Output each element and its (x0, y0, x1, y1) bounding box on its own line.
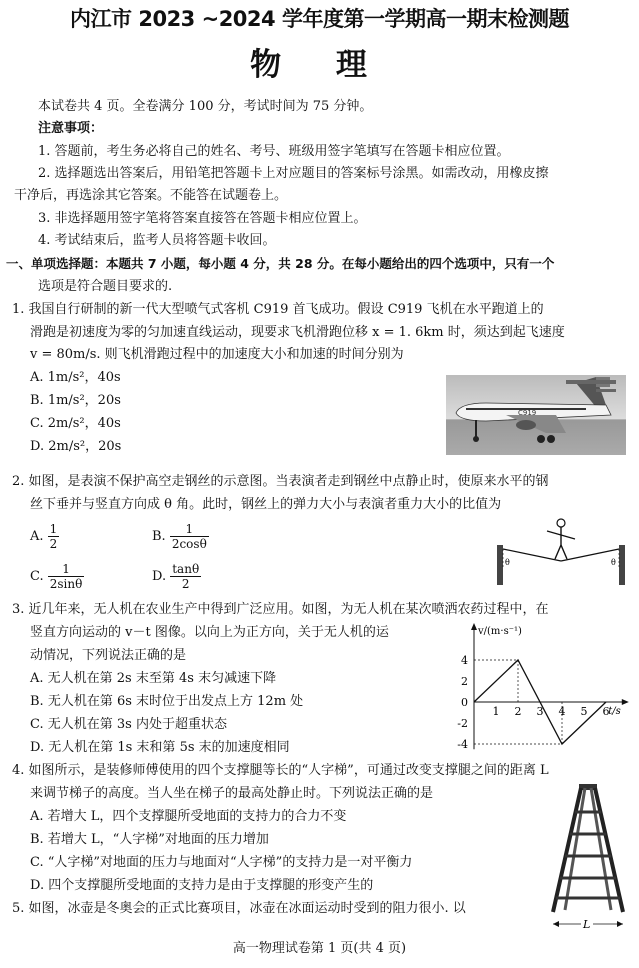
section-heading: 一、单项选择题：本题共 7 小题，每小题 4 分，共 28 分。在每小题给出的四个选项中，只有一个 (6, 256, 555, 271)
y-tick-label: -2 (457, 717, 468, 730)
x-tick-label: 1 (492, 705, 500, 718)
option-d (152, 562, 201, 591)
x-axis-arrow (622, 699, 629, 705)
tightrope-diagram (495, 515, 627, 590)
ladder-icon (553, 784, 623, 912)
intro-line: 本试卷共 4 页。全卷满分 100 分，考试时间为 75 分钟。 (38, 99, 373, 114)
option-c: C. 2m/s²，40s (30, 416, 121, 431)
y-tick-label: 0 (461, 696, 468, 709)
distance-label: L (583, 918, 591, 931)
x-tick-label: 3 (536, 705, 544, 718)
section-heading: 选项是符合题目要求的. (38, 279, 173, 294)
y-tick-label: 2 (461, 675, 468, 688)
page-footer: 高一物理试卷第 1 页(共 4 页) (232, 941, 407, 956)
notice-item: 干净后，再选涂其它答案。不能答在试题卷上。 (14, 188, 288, 203)
question-text: v = 80m/s. 则飞机滑跑过程中的加速度大小和加速的时间分别为 (30, 347, 404, 362)
question-text: 3. 近几年来，无人机在农业生产中得到广泛应用。如图，为无人机在某次喷洒农药过程中，在 (12, 602, 549, 617)
question-text: 丝下垂并与竖直方向成 θ 角。此时，钢丝上的弹力大小与表演者重力大小的比值为 (30, 497, 502, 512)
question-text: 4. 如图所示，是装修师傅使用的四个支撑腿等长的“人字梯”，可通过改变支撑腿之间的距离 L (12, 763, 549, 778)
option-label: C. (30, 569, 44, 584)
y-axis-arrow (471, 623, 477, 630)
fraction-numerator: 1 (49, 522, 58, 536)
vt-chart (448, 620, 630, 758)
option-label: A. (30, 529, 44, 544)
question-text: 来调节梯子的高度。当人坐在梯子的最高处静止时。下列说法正确的是 (30, 786, 434, 801)
notice-item: 1. 答题前，考生务必将自己的姓名、考号、班级用签字笔填写在答题卡相应位置。 (38, 144, 510, 159)
question-text: 竖直方向运动的 v－t 图像。以向上为正方向，关于无人机的运 (30, 625, 389, 640)
x-tick-label: 4 (558, 705, 566, 718)
exam-title: 内江市 2023 ~2024 学年度第一学期高一期末检测题 (70, 7, 569, 31)
y-axis-label: v/(m·s⁻¹) (478, 626, 522, 637)
plane-label: C919 (518, 409, 537, 417)
option-c (30, 562, 84, 591)
question-text: 滑跑是初速度为零的匀加速直线运动，现要求飞机滑跑位移 x = 1. 6km 时，须达到起飞速度 (30, 325, 565, 340)
notice-title: 注意事项： (38, 121, 104, 136)
option-a: A. 若增大 L，四个支撑腿所受地面的支持力的合力不变 (30, 809, 347, 824)
fraction-denominator: 2sinθ (49, 577, 83, 591)
option-a (30, 522, 59, 551)
y-tick-label: -4 (457, 738, 468, 751)
x-axis-label: t/s (608, 706, 621, 717)
subject-title: 物 理 (250, 47, 389, 83)
x-tick-label: 2 (514, 705, 522, 718)
x-tick-label: 5 (580, 705, 588, 718)
option-b: B. 1m/s²，20s (30, 393, 121, 408)
question-text: 2. 如图，是表演不保护高空走钢丝的示意图。当表演者走到钢丝中点静止时，使原来水平的钢 (12, 474, 549, 489)
performer-icon (547, 519, 575, 559)
airplane-photo (446, 375, 626, 455)
question-text: 5. 如图，冰壶是冬奥会的正式比赛项目，冰壶在冰面运动时受到的阻力很小. 以 (12, 901, 466, 916)
theta-label: θ (505, 558, 510, 567)
option-b: B. 无人机在第 6s 末时位于出发点上方 12m 处 (30, 694, 304, 709)
theta-label: θ (611, 558, 616, 567)
airplane-icon (446, 375, 626, 455)
option-label: D. (152, 569, 167, 584)
option-b: B. 若增大 L，“人字梯”对地面的压力增加 (30, 832, 269, 847)
fraction-denominator: 2cosθ (171, 537, 207, 551)
option-c: C. “人字梯”对地面的压力与地面对“人字梯”的支持力是一对平衡力 (30, 855, 413, 870)
option-a: A. 1m/s²，40s (30, 370, 121, 385)
ladder-diagram (545, 782, 633, 932)
fraction-numerator: 1 (170, 522, 209, 537)
option-label: B. (152, 529, 166, 544)
option-d: D. 2m/s²，20s (30, 439, 122, 454)
option-a: A. 无人机在第 2s 末至第 4s 末匀减速下降 (30, 671, 277, 686)
option-b (152, 522, 209, 551)
fraction-denominator: 2 (49, 537, 58, 551)
fraction-numerator: tanθ (172, 562, 200, 576)
y-tick-label: 4 (461, 654, 468, 667)
option-d: D. 无人机在第 1s 末和第 5s 末的加速度相同 (30, 740, 290, 755)
fraction-denominator: 2 (181, 577, 190, 591)
fraction-numerator: 1 (48, 562, 85, 577)
notice-item: 3. 非选择题用签字笔将答案直接答在答题卡相应位置上。 (38, 211, 367, 226)
question-text: 动情况，下列说法正确的是 (30, 648, 187, 663)
notice-item: 4. 考试结束后，监考人员将答题卡收回。 (38, 233, 276, 248)
notice-item: 2. 选择题选出答案后，用铅笔把答题卡上对应题目的答案标号涂黑。如需改动，用橡皮擦 (38, 166, 549, 181)
option-c: C. 无人机在第 3s 内处于超重状态 (30, 717, 227, 732)
question-text: 1. 我国自行研制的新一代大型喷气式客机 C919 首飞成功。假设 C919 飞机在水平跑道上的 (12, 302, 544, 317)
x-tick-label: 6 (602, 705, 610, 718)
option-d: D. 四个支撑腿所受地面的支持力是由于支撑腿的形变产生的 (30, 878, 374, 893)
